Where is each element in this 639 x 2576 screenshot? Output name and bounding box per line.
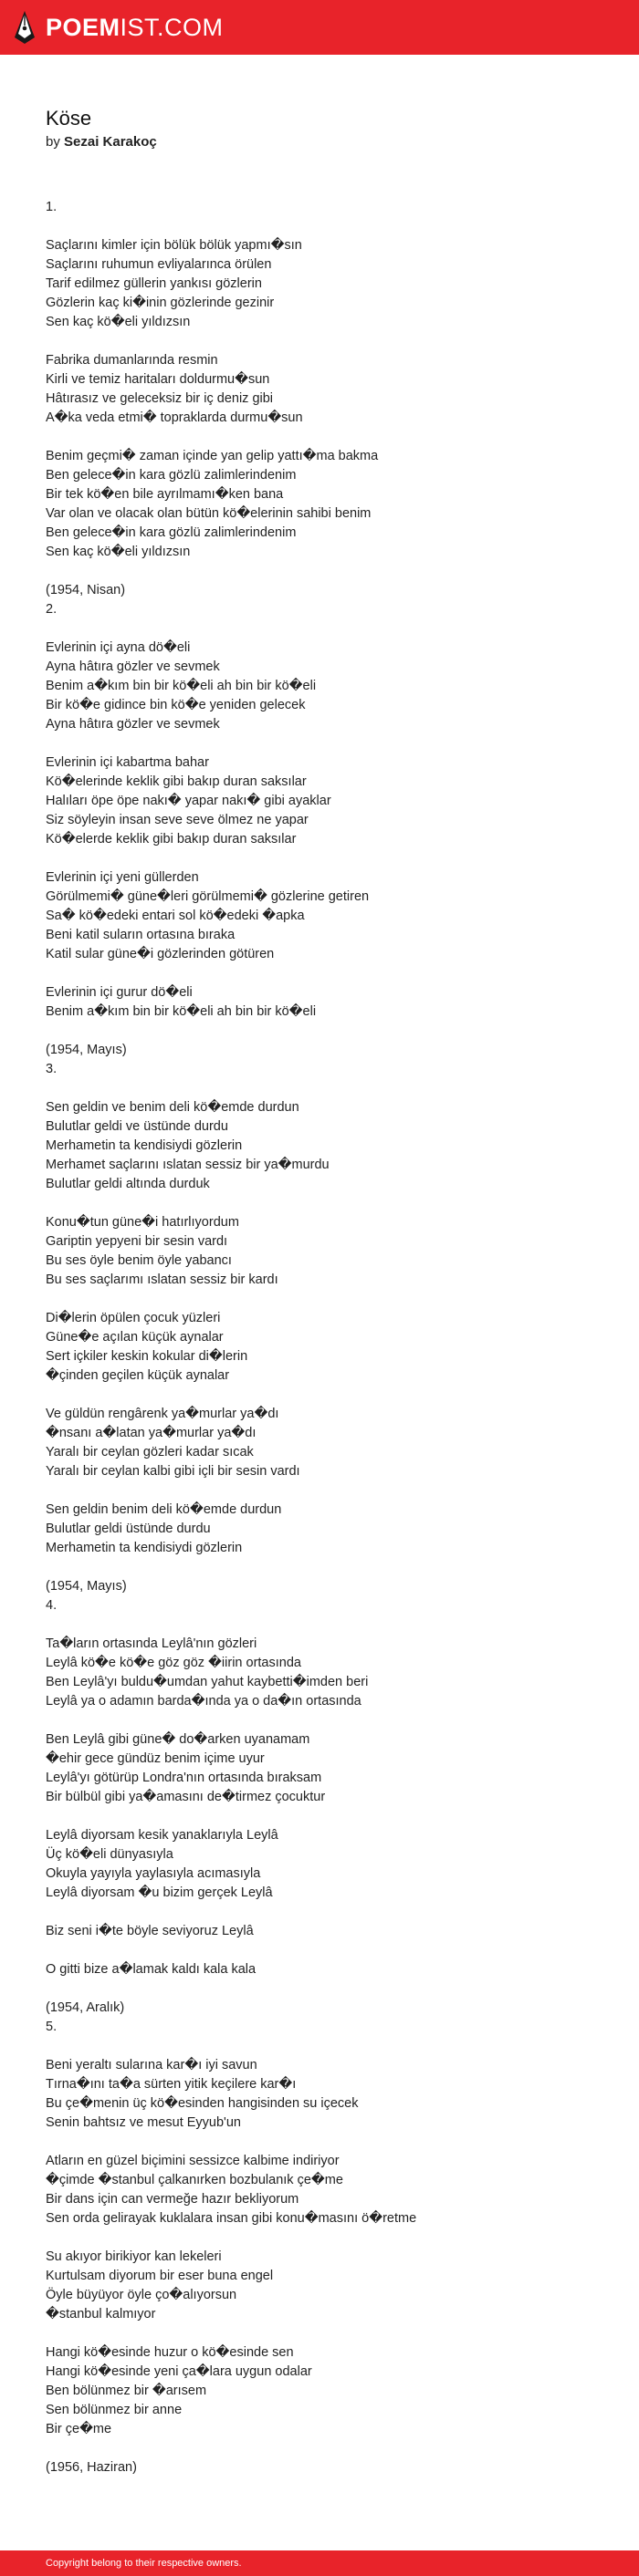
poem-line: Beni yeraltı sularına kar�ı iyi savun xyxy=(46,2058,257,2072)
poem-line: Kö�elerinde keklik gibi bakıp duran saksılar xyxy=(46,774,307,789)
poem-line: 1. xyxy=(46,200,58,214)
poem-line: Ben gelece�in kara gözlü zalimlerindenim xyxy=(46,525,297,540)
stanza-break xyxy=(46,1290,593,1309)
poem-line: Benim geçmi� zaman içinde yan gelip yattı�ma bakma xyxy=(46,449,379,463)
poem-line: Bir tek kö�en bile ayrılmamı�ken bana xyxy=(46,487,284,502)
footer-bar xyxy=(0,2550,639,2576)
stanza-break xyxy=(46,1194,593,1213)
poem-line: 5. xyxy=(46,2020,58,2034)
poem-line: Katil sular güne�i gözlerinden götüren xyxy=(46,947,275,961)
stanza-break xyxy=(46,734,593,753)
stanza-break xyxy=(46,849,593,868)
poem-line: �çinden geçilen küçük aynalar xyxy=(46,1368,230,1383)
poem-line: Sen orda gelirayak kuklalara insan gibi konu�masını ö�retme xyxy=(46,2211,417,2226)
poem-line: �nsanı a�latan ya�murlar ya�dı xyxy=(46,1426,257,1440)
stanza-break xyxy=(46,2133,593,2152)
poem-line: Bulutlar geldi üstünde durdu xyxy=(46,1522,211,1536)
stanza-break xyxy=(46,964,593,983)
stanza-break xyxy=(46,2439,593,2458)
stanza-break xyxy=(46,1386,593,1405)
poem-line: (1956, Haziran) xyxy=(46,2460,137,2475)
poem-line: Sen kaç kö�eli yıldızsın xyxy=(46,315,191,329)
poem-line: A�ka veda etmi� topraklarda durmu�sun xyxy=(46,410,303,425)
poem-line: Leylâ'yı götürüp Londra'nın ortasında bıraksam xyxy=(46,1771,322,1785)
poem-line: Ayna hâtıra gözler ve sevmek xyxy=(46,717,220,732)
poem-line: Siz söyleyin insan seve seve ölmez ne yapar xyxy=(46,813,309,827)
copyright-text: Copyright belong to their respective owners. xyxy=(46,2558,242,2569)
stanza-break xyxy=(46,1481,593,1501)
poem-line: Sen geldin ve benim deli kö�emde durdun xyxy=(46,1100,299,1115)
poem-line: Ben bölünmez bir �arısem xyxy=(46,2384,207,2398)
poem-line: Ben Leylâ gibi güne� do�arken uyanamam xyxy=(46,1732,310,1747)
poem-line: Sen geldin benim deli kö�emde durdun xyxy=(46,1502,282,1517)
stanza-break xyxy=(46,1807,593,1826)
stanza-break xyxy=(46,1979,593,1999)
poem-line: (1954, Nisan) xyxy=(46,583,126,597)
poem-line: Kurtulsam diyorum bir eser buna engel xyxy=(46,2269,274,2283)
author-name[interactable]: Sezai Karakoç xyxy=(64,134,157,150)
stanza-break xyxy=(46,1079,593,1098)
poem-line: Ta�ların ortasında Leylâ'nın gözleri xyxy=(46,1636,257,1651)
poem-line: Okuyla yayıyla yaylasıyla acımasıyla xyxy=(46,1866,261,1881)
poem-line: Evlerinin içi kabartma bahar xyxy=(46,755,209,770)
poem-line: Bir bülbül gibi ya�amasını de�tirmez çocuktur xyxy=(46,1790,326,1804)
poem-line: Sen bölünmez bir anne xyxy=(46,2403,183,2417)
poem-line: Su akıyor birikiyor kan lekeleri xyxy=(46,2249,222,2264)
stanza-break xyxy=(46,217,593,236)
stanza-break xyxy=(46,1711,593,1730)
poem-line: Bir dans için can vermeğe hazır bekliyorum xyxy=(46,2192,299,2207)
poem-line: Merhametin ta kendisiydi gözlerin xyxy=(46,1138,243,1153)
poem-line: (1954, Mayıs) xyxy=(46,1043,127,1057)
stanza-break xyxy=(46,2037,593,2056)
poem-line: Bulutlar geldi ve üstünde durdu xyxy=(46,1119,228,1134)
poem-line: Ben gelece�in kara gözlü zalimlerindenim xyxy=(46,468,297,483)
poem-line: Var olan ve olacak olan bütün kö�elerinin sahibi benim xyxy=(46,506,372,521)
poem-body xyxy=(46,198,593,2477)
poem-line: Yaralı bir ceylan gözleri kadar sıcak xyxy=(46,1445,254,1459)
poem-line: Leylâ diyorsam �u bizim gerçek Leylâ xyxy=(46,1885,273,1900)
poem-header xyxy=(46,106,593,151)
header-bar xyxy=(0,0,639,55)
poem-line: Biz seni i�te böyle seviyoruz Leylâ xyxy=(46,1924,254,1938)
poem-line: �çimde �stanbul çalkanırken bozbulanık çe�me xyxy=(46,2173,343,2187)
site-logo[interactable] xyxy=(13,9,224,46)
poem-line: 2. xyxy=(46,602,58,617)
stanza-break xyxy=(46,428,593,447)
poem-line: O gitti bize a�lamak kaldı kala kala xyxy=(46,1962,257,1977)
poem-line: Gözlerin kaç ki�inin gözlerinde gezinir xyxy=(46,296,275,310)
poem-line: Di�lerin öpülen çocuk yüzleri xyxy=(46,1311,221,1325)
poem-line: Bu çe�menin üç kö�esinden hangisinden su içecek xyxy=(46,2096,359,2111)
poem-line: Beni katil suların ortasına bırakа xyxy=(46,928,236,942)
by-label: by xyxy=(46,134,60,150)
poem-line: Güne�e açılan küçük aynalar xyxy=(46,1330,224,1345)
stanza-break xyxy=(46,1941,593,1960)
stanza-break xyxy=(46,2228,593,2248)
poem-line: Merhamet saçlarını ıslatan sessiz bir ya�murdu xyxy=(46,1158,330,1172)
poem-line: Görülmemi� güne�leri görülmemi� gözlerine getiren xyxy=(46,889,370,904)
poem-title: Köse xyxy=(46,107,92,130)
poem-line: �stanbul kalmıyor xyxy=(46,2307,156,2322)
poem-line: Bu ses saçlarımı ıslatan sessiz bir kardı xyxy=(46,1272,278,1287)
poem-line: Fabrika dumanlarında resmin xyxy=(46,353,218,368)
byline xyxy=(46,133,593,151)
poem-line: Bulutlar geldi altında durduk xyxy=(46,1177,210,1191)
poem-line: Ve güldün rengârenk ya�murlar ya�dı xyxy=(46,1407,279,1421)
poem-line: Kirli ve temiz haritaları doldurmu�sun xyxy=(46,372,270,387)
poem-line: 3. xyxy=(46,1062,58,1076)
poem-line: Evlerinin içi yeni güllerden xyxy=(46,870,199,885)
poem-line: Benim a�kım bin bir kö�eli ah bin bir kö�eli xyxy=(46,679,317,693)
poem-line: Konu�tun güne�i hatırlıyordum xyxy=(46,1215,239,1230)
poem-line: Ben Leylâ'yı buldu�umdan yahut kaybetti�imden beri xyxy=(46,1675,369,1689)
poem-line: Tırna�ını ta�a sürten yitik keçilere kar�ı xyxy=(46,2077,297,2092)
poem-line: (1954, Mayıs) xyxy=(46,1579,127,1594)
poem-line: Leylâ diyorsam kesik yanaklarıyla Leylâ xyxy=(46,1828,278,1843)
stanza-break xyxy=(46,1558,593,1577)
poem-line: Üç kö�eli dünyasıyla xyxy=(46,1847,173,1862)
poem-line: Sa� kö�edeki entari sol kö�edeki �apka xyxy=(46,909,305,923)
stanza-break xyxy=(46,1903,593,1922)
poem-line: Tarif edilmez güllerin yankısı gözlerin xyxy=(46,276,262,291)
poem-line: Benim a�kım bin bir kö�eli ah bin bir kö�eli xyxy=(46,1004,317,1019)
stanza-break xyxy=(46,1022,593,1041)
poem-line: Bu ses öyle benim öyle yabancı xyxy=(46,1253,232,1268)
poem-line: Gariptin yepyeni bir sesin vardı xyxy=(46,1234,228,1249)
poem-line: Atların en güzel biçimini sessizce kalbime indiriyor xyxy=(46,2154,340,2168)
poem-line: Merhametin ta kendisiydi gözlerin xyxy=(46,1541,243,1555)
poem-line: Ayna hâtıra gözler ve sevmek xyxy=(46,660,220,674)
poem-line: Kö�elerde keklik gibi bakıp duran saksılar xyxy=(46,832,297,847)
poem-line: Bir kö�e gidince bin kö�e yeniden gelecek xyxy=(46,698,306,712)
poem-line: Saçlarını ruhumun evliyalarınca örülen xyxy=(46,257,272,272)
poem-line: Leylâ ya o adamın barda�ında ya o da�ın ortasında xyxy=(46,1694,361,1709)
poem-line: Evlerinin içi gurur dö�eli xyxy=(46,985,193,1000)
stanza-break xyxy=(46,1615,593,1635)
poem-line: Senin bahtsız ve mesut Eyyub'un xyxy=(46,2115,241,2130)
poem-line: Öyle büyüyor öyle ço�alıyorsun xyxy=(46,2288,237,2302)
poem-line: (1954, Aralık) xyxy=(46,2000,125,2015)
poem-line: Sen kaç kö�eli yıldızsın xyxy=(46,545,191,559)
site-name: POEMIST.COM xyxy=(46,14,224,41)
poem-line: Hangi kö�esinde huzur o kö�esinde sen xyxy=(46,2345,294,2360)
stanza-break xyxy=(46,619,593,639)
poem-line: 4. xyxy=(46,1598,58,1613)
poem-line: Saçlarını kimler için bölük bölük yapmı�sın xyxy=(46,238,302,253)
pen-nib-icon xyxy=(13,10,37,45)
poem-line: Hangi kö�esinde yeni ça�lara uygun odalar xyxy=(46,2364,312,2379)
stanza-break xyxy=(46,562,593,581)
stanza-break xyxy=(46,2324,593,2343)
poem-line: Sert içkiler keskin kokular di�lerin xyxy=(46,1349,248,1364)
poem-line: �ehir gece gündüz benim içime uyur xyxy=(46,1751,265,1766)
poem-line: Halıları öpe öpe nakı� yapar nakı� gibi ayaklar xyxy=(46,794,331,808)
poem-line: Bir çe�me xyxy=(46,2422,112,2436)
poem-line: Leylâ kö�e kö�e göz göz �iirin ortasında xyxy=(46,1656,301,1670)
poem-line: Evlerinin içi ayna dö�eli xyxy=(46,640,191,655)
poem-line: Yaralı bir ceylan kalbi gibi içli bir sesin vardı xyxy=(46,1464,300,1479)
stanza-break xyxy=(46,332,593,351)
poem-line: Hâtırasız ve geleceksiz bir iç deniz gibi xyxy=(46,391,274,406)
